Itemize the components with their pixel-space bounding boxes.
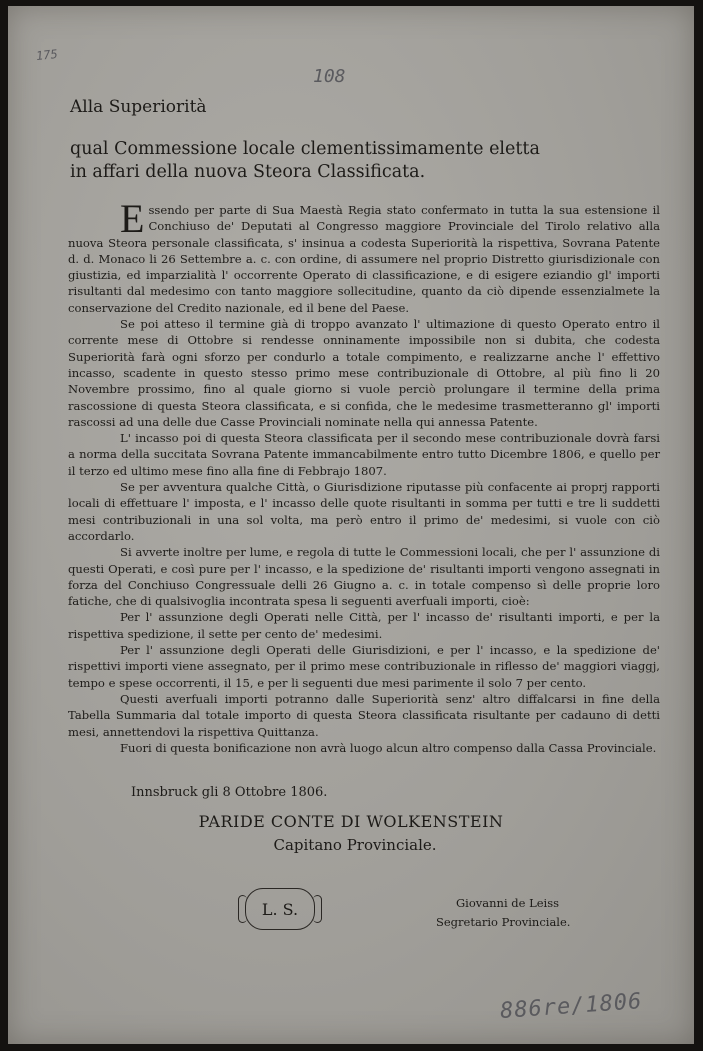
paragraph-1: Essendo per parte di Sua Maestà Regia stato confermato in tutta la sua estensione il Conchiuso de' Deputati al Congresso maggiore Provinciale del Tirolo relativo alla nuova Steora personale classificata, s' insinua a codesta Superiorità la rispettiva, Sovrana Patente d. d. Monaco li 26 Settembre a. c. con ordine, di assumere nel proprio Distretto giurisdizionale con giustizia, ed imparzialità l' occorrente Operato di classificazione, e di esigere eziandio gl' importi risultanti dal medesimo con tanto maggiore sollecitudine, quanto da ciò dipende essenzialmete la conservazione del Credito nazionale, ed il bene del Paese. [68,196,660,315]
signer-name: PARIDE CONTE DI WOLKENSTEIN [198,812,504,831]
dateline: Innsbruck gli 8 Ottobre 1806. [131,785,328,800]
paragraph-7: Per l' assunzione degli Operati delle Giurisdizioni, e per l' incasso, e la spedizione de' rispettivi importi viene assegnato, per il primo mese contribuzionale in riflesso de' maggiori viaggj, tempo e spese occorrenti, il 15, e per li seguenti due mesi parimente il solo 7 per cento. [68,643,660,690]
addressee-line-2: qual Commessione locale clementissimamente eletta [70,139,540,159]
seal-text: L. S. [261,899,299,919]
drop-cap: E [120,196,145,241]
addressee-line-3: in affari della nuova Steora Classificata. [70,162,426,182]
seal-mark [245,888,315,930]
paragraph-4: Se per avventura qualche Città, o Giurisdizione riputasse più confacente ai proprj rapporti locali di effettuare l' imposta, e l' incasso delle quote risultanti in somma per tutti e tre li suddetti mesi contribuzionali in una sol volta, ma però entro il primo de' medesimi, si vuole con ciò accordarlo. [68,480,660,543]
paragraph-5: Si avverte inoltre per lume, e regola di tutte le Commessioni locali, che per l' assunzione di questi Operati, e così pure per l' incasso, e la spedizione de' risultanti importi vengono assegnati in forza del Conchiuso Congressuale delli 26 Giugno a. c. in totale compenso sì delle proprie loro fatiche, che di qualsivoglia incontrata spesa li seguenti averfuali importi, cioè: [68,545,660,609]
paragraph-2: Se poi atteso il termine già di troppo avanzato l' ultimazione di questo Operato entro il corrente mese di Ottobre si rendesse onninamente impossibile non si dubita, che codesta Superiorità farà ogni sforzo per condurlo a totale compimento, e realizzarne anche l' effettivo incasso, scadente in questo stesso primo mese contribuzionale di Ottobre, al più fino li 20 Novembre prossimo, fino al quale giorno si vuole perciò prolungare il termine della prima rascossione di questa Steora classificata, e si confida, che le medesime trasmetteranno gl' importi rascossi ad una delle due Casse Provinciali nominate nella qui annessa Patente. [68,317,660,429]
addressee-line-1: Alla Superiorità [70,97,207,117]
decree-body [68,196,660,756]
paragraph-6: Per l' assunzione degli Operati nelle Città, per l' incasso de' risultanti importi, e per la rispettiva spedizione, il sette per cento de' medesimi. [68,610,660,641]
signer-title: Capitano Provinciale. [273,836,437,854]
paragraph-8: Questi averfuali importi potranno dalle Superiorità senz' altro diffalcarsi in fine della Tabella Summaria dal totale importo di questa Steora classificata risultante per cadauno di detti mesi, annettendovi la rispettiva Quittanza. [68,691,660,739]
document-page [8,6,694,1044]
secretary-name: Giovanni de Leiss [456,896,560,910]
paragraph-9: Fuori di questa bonificazione non avrà luogo alcun altro compenso dalla Cassa Provinciale. [120,740,657,755]
handwritten-number-top: 108 [313,66,346,87]
handwritten-archive-mark: 886re/1806 [499,989,644,1024]
handwritten-number-top-left: 175 [35,46,59,64]
secretary-title: Segretario Provinciale. [436,915,571,929]
paragraph-3: L' incasso poi di questa Steora classificata per il secondo mese contribuzionale dovrà farsi a norma della succitata Sovrana Patente immancabilmente entro tutto Dicembre 1806, e quello per il terzo ed ultimo mese fino alla fine di Febbrajo 1807. [68,431,660,478]
